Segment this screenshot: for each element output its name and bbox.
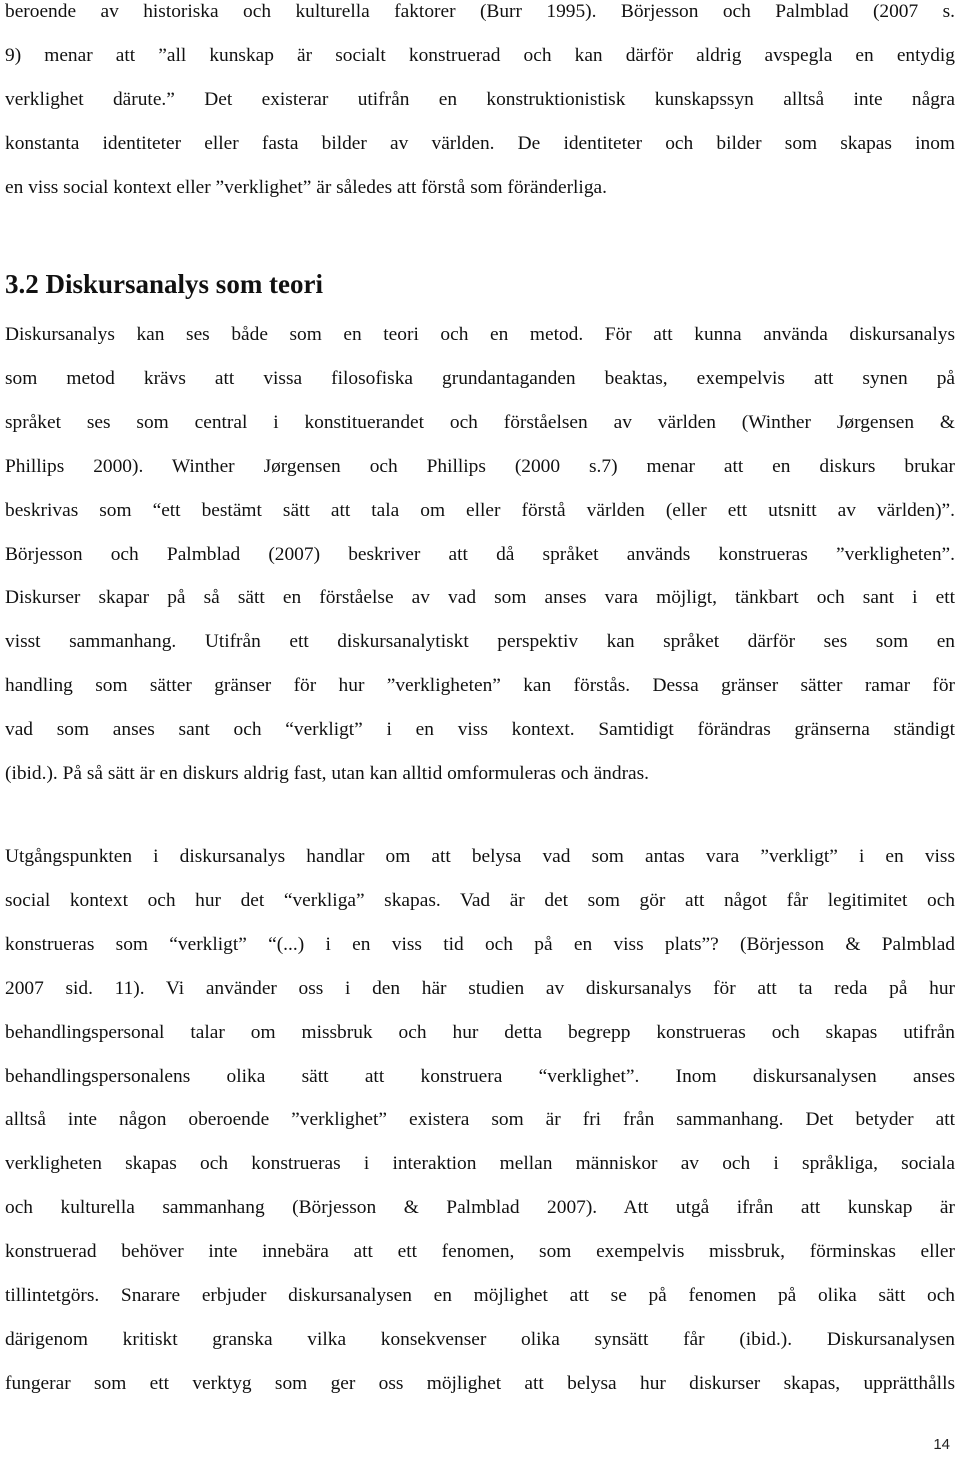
text-line: behandlingspersonal talar om missbruk och hur detta begrepp konstrueras och skapas utifrån [5,1021,955,1043]
text-line: (ibid.). På så sätt är en diskurs aldrig fast, utan kan alltid omformuleras och ändras. [5,763,650,785]
text-line: handling som sätter gränser för hur ”verkligheten” kan förstås. Dessa gränser sätter ramar för [5,675,955,697]
text-line: konstrueras som “verkligt” “(...) i en viss tid och på en viss plats”? (Börjesson & Palmblad [5,933,955,955]
text-line: som metod krävs att vissa filosofiska grundantaganden beaktas, exempelvis att synen på [5,367,955,389]
text-line: språket ses som central i konstituerandet och förståelsen av världen (Winther Jørgensen & [5,411,955,433]
paragraph-starting-point [5,835,955,1406]
text-line: Phillips 2000). Winther Jørgensen och Phillips (2000 s.7) menar att en diskurs brukar [5,455,955,477]
text-line: behandlingspersonalens olika sätt att konstruera “verklighet”. Inom diskursanalysen anses [5,1065,955,1087]
text-line: social kontext och hur det “verkliga” skapas. Vad är det som gör att något får legitimitet och [5,889,955,911]
text-line: en viss social kontext eller ”verklighet” är således att förstå som föränderliga. [5,176,607,198]
text-line: fungerar som ett verktyg som ger oss möjlighet att belysa hur diskurser skapas, upprätthålls [5,1372,955,1394]
text-line: beskrivas som “ett bestämt sätt att tala om eller förstå världen (eller ett utsnitt av världen)”. [5,499,955,521]
text-line: visst sammanhang. Utifrån ett diskursanalytiskt perspektiv kan språket därför ses som en [5,631,955,653]
paragraph-intro [5,0,955,210]
text-line: Diskursanalys kan ses både som en teori och en metod. För att kunna använda diskursanalys [5,324,955,345]
text-line: verklighet därute.” Det existerar utifrån en konstruktionistisk kunskapssyn alltså inte några [5,88,955,110]
page-number: 14 [933,1436,950,1453]
text-line: 2007 sid. 11). Vi använder oss i den här studien av diskursanalys för att ta reda på hur [5,977,955,999]
text-line: därigenom kritiskt granska vilka konsekvenser olika synsätt får (ibid.). Diskursanalysen [5,1328,955,1350]
text-line: vad som anses sant och “verkligt” i en viss kontext. Samtidigt förändras gränserna ständigt [5,719,955,741]
text-line: och kulturella sammanhang (Börjesson & Palmblad 2007). Att utgå ifrån att kunskap är [5,1197,955,1219]
document-page [5,0,955,1460]
text-line: 9) menar att ”all kunskap är socialt konstruerad och kan därför aldrig avspegla en entydig [5,44,955,66]
text-line: Diskurser skapar på så sätt en förståelse av vad som anses vara möjligt, tänkbart och sant i ett [5,587,955,609]
text-line: tillintetgörs. Snarare erbjuder diskursanalysen en möjlighet att se på fenomen på olika sätt och [5,1285,955,1307]
text-line: konstanta identiteter eller fasta bilder av världen. De identiteter och bilder som skapas inom [5,132,955,154]
paragraph-discourse-theory [5,313,955,796]
text-line: Börjesson och Palmblad (2007) beskriver att då språket används konstrueras ”verkligheten”. [5,543,955,565]
text-line: Utgångspunkten i diskursanalys handlar om att belysa vad som antas vara ”verkligt” i en viss [5,846,955,867]
text-line: konstruerad behöver inte innebära att ett fenomen, som exempelvis missbruk, förminskas eller [5,1241,955,1263]
text-line: verkligheten skapas och konstrueras i interaktion mellan människor av och i språkliga, sociala [5,1153,955,1175]
text-line: alltså inte någon oberoende ”verklighet” existera som är fri från sammanhang. Det betyder att [5,1109,955,1131]
text-line: beroende av historiska och kulturella faktorer (Burr 1995). Börjesson och Palmblad (2007 s. [5,1,955,22]
section-heading: 3.2 Diskursanalys som teori [5,269,324,299]
